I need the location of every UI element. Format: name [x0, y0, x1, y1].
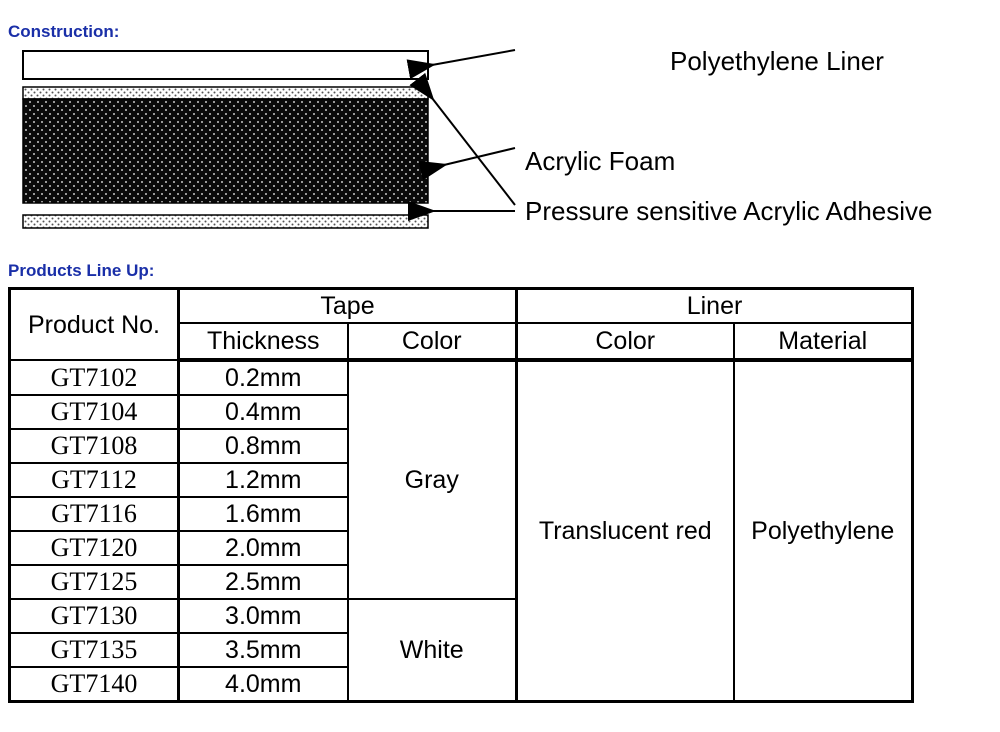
thickness-header: Thickness [179, 323, 348, 360]
foam-layer [23, 99, 428, 203]
product-cell: GT7104 [10, 395, 179, 429]
product-cell: GT7102 [10, 360, 179, 395]
thickness-cell: 2.0mm [179, 531, 348, 565]
adhesive-bottom-layer [23, 215, 428, 228]
thickness-cell: 1.6mm [179, 497, 348, 531]
product-cell: GT7116 [10, 497, 179, 531]
liner-arrow [432, 50, 515, 65]
liner-label: Polyethylene Liner [670, 46, 884, 76]
liner-color-header: Color [517, 323, 734, 360]
product-cell: GT7108 [10, 429, 179, 463]
construction-diagram [0, 40, 1000, 250]
thickness-cell: 0.8mm [179, 429, 348, 463]
tape-color-cell-white: White [348, 599, 517, 702]
liner-color-cell: Translucent red [517, 360, 734, 702]
thickness-cell: 4.0mm [179, 667, 348, 702]
tape-header: Tape [179, 289, 517, 324]
thickness-cell: 3.5mm [179, 633, 348, 667]
tape-color-cell-gray: Gray [348, 360, 517, 599]
thickness-cell: 2.5mm [179, 565, 348, 599]
product-cell: GT7125 [10, 565, 179, 599]
table-row [10, 360, 913, 395]
product-cell: GT7130 [10, 599, 179, 633]
product-cell: GT7120 [10, 531, 179, 565]
thickness-cell: 0.2mm [179, 360, 348, 395]
thickness-cell: 0.4mm [179, 395, 348, 429]
product-no-header: Product No. [10, 289, 179, 361]
foam-arrow [444, 148, 515, 165]
adhesive-label: Pressure sensitive Acrylic Adhesive [525, 196, 933, 226]
adhesive-top-layer [23, 87, 428, 99]
product-cell: GT7135 [10, 633, 179, 667]
product-cell: GT7140 [10, 667, 179, 702]
liner-header: Liner [517, 289, 913, 324]
products-heading: Products Line Up: [8, 261, 155, 280]
construction-heading: Construction: [8, 22, 120, 41]
tape-color-header: Color [348, 323, 517, 360]
liner-layer [23, 51, 428, 79]
product-cell: GT7112 [10, 463, 179, 497]
thickness-cell: 1.2mm [179, 463, 348, 497]
foam-label: Acrylic Foam [525, 146, 676, 176]
liner-material-cell: Polyethylene [734, 360, 913, 702]
thickness-cell: 3.0mm [179, 599, 348, 633]
products-table [8, 287, 914, 703]
material-header: Material [734, 323, 913, 360]
